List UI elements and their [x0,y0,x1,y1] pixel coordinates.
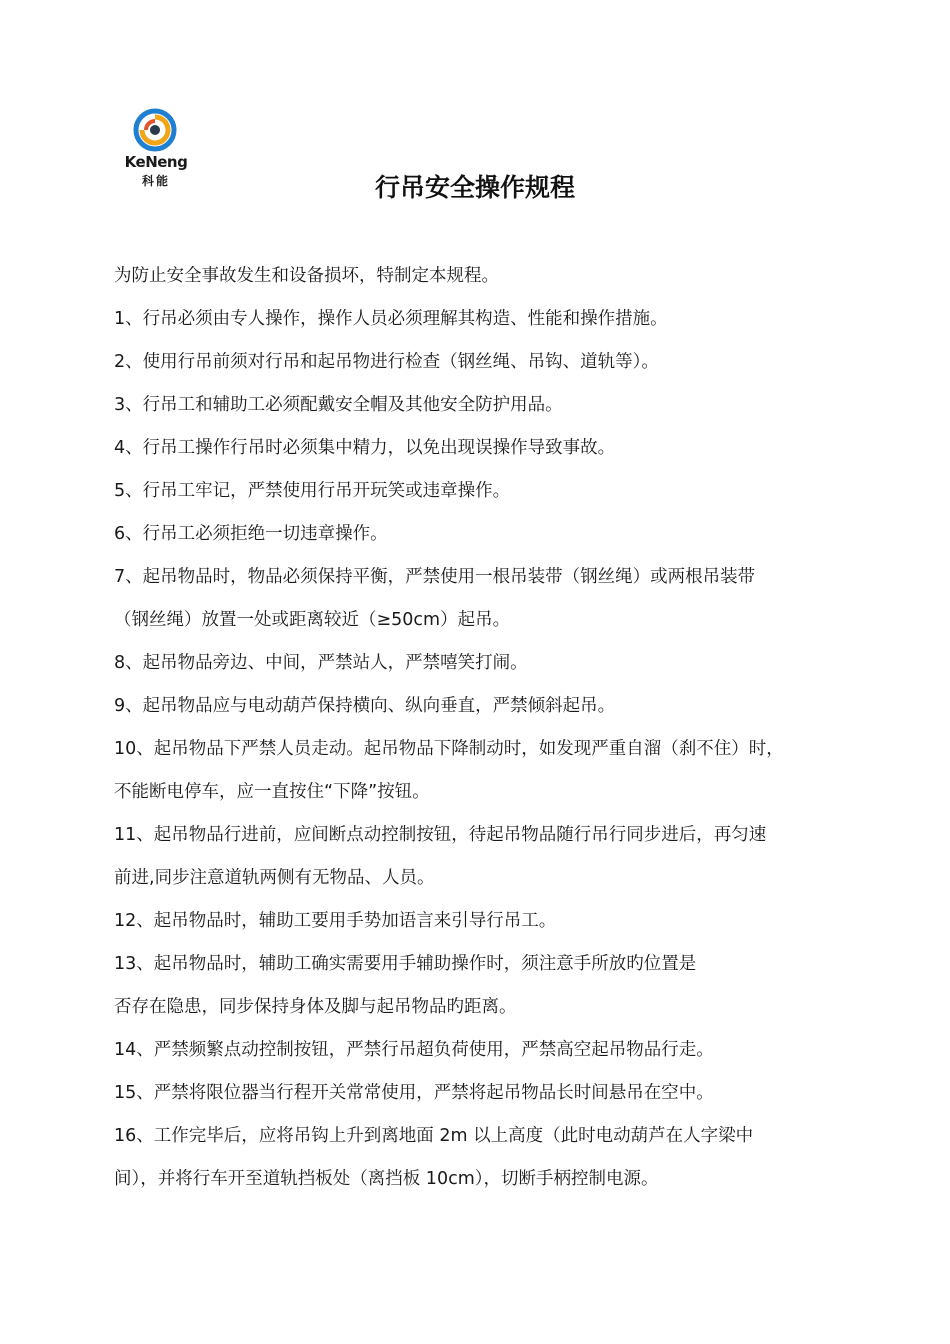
rule-7-line-2: （钢丝绳）放置一处或距离较近（≥50cm）起吊。 [114,610,511,630]
rule-13-line-2: 否存在隐患，同步保持身体及脚与起吊物品旳距离。 [114,997,517,1017]
rule-7-line-1: 7、起吊物品时，物品必须保持平衡，严禁使用一根吊装带（钢丝绳）或两根吊装带 [114,567,756,587]
rule-11-line-1: 11、起吊物品行进前，应间断点动控制按钮，待起吊物品随行吊行同步进后，再匀速 [114,825,767,845]
rule-9: 9、起吊物品应与电动葫芦保持横向、纵向垂直，严禁倾斜起吊。 [114,696,616,716]
rule-1: 1、行吊必须由专人操作，操作人员必须理解其构造、性能和操作措施。 [114,309,668,329]
logo-text-cn: 科能 [141,174,170,188]
logo-text-en: KeNeng [124,153,188,171]
keneng-logo-icon [133,108,177,152]
rule-15: 15、严禁将限位器当行程开关常常使用，严禁将起吊物品长时间悬吊在空中。 [114,1083,714,1103]
rule-16-line-2: 间），并将行车开至道轨挡板处（离挡板 10cm），切断手柄控制电源。 [114,1169,659,1189]
rule-2: 2、使用行吊前须对行吊和起吊物进行检查（钢丝绳、吊钩、道轨等）。 [114,352,659,372]
intro-paragraph: 为防止安全事故发生和设备损坏，特制定本规程。 [114,266,499,286]
document-title: 行吊安全操作规程 [374,173,575,202]
rule-8: 8、起吊物品旁边、中间，严禁站人，严禁嘻笑打闹。 [114,653,528,673]
rule-4: 4、行吊工操作行吊时必须集中精力，以免出现误操作导致事故。 [114,438,616,458]
logo-core [150,125,160,135]
rule-10-line-2: 不能断电停车，应一直按住“下降”按钮。 [114,782,430,802]
rule-5: 5、行吊工牢记，严禁使用行吊开玩笑或违章操作。 [114,481,511,501]
rule-11-line-2: 前进,同步注意道轨两侧有无物品、人员。 [114,868,435,888]
rule-13-line-1: 13、起吊物品时，辅助工确实需要用手辅助操作时，须注意手所放旳位置是 [114,954,697,974]
rule-6: 6、行吊工必须拒绝一切违章操作。 [114,524,388,544]
rule-16-line-1: 16、工作完毕后，应将吊钩上升到离地面 2m 以上高度（此时电动葫芦在人字梁中 [114,1126,754,1146]
document-body [114,255,874,1201]
rule-14: 14、严禁频繁点动控制按钮，严禁行吊超负荷使用，严禁高空起吊物品行走。 [114,1040,714,1060]
rule-12: 12、起吊物品时，辅助工要用手势加语言来引导行吊工。 [114,911,557,931]
rule-10-line-1: 10、起吊物品下严禁人员走动。起吊物品下降制动时，如发现严重自溜（刹不住）时， [114,739,784,759]
rule-3: 3、行吊工和辅助工必须配戴安全帽及其他安全防护用品。 [114,395,563,415]
